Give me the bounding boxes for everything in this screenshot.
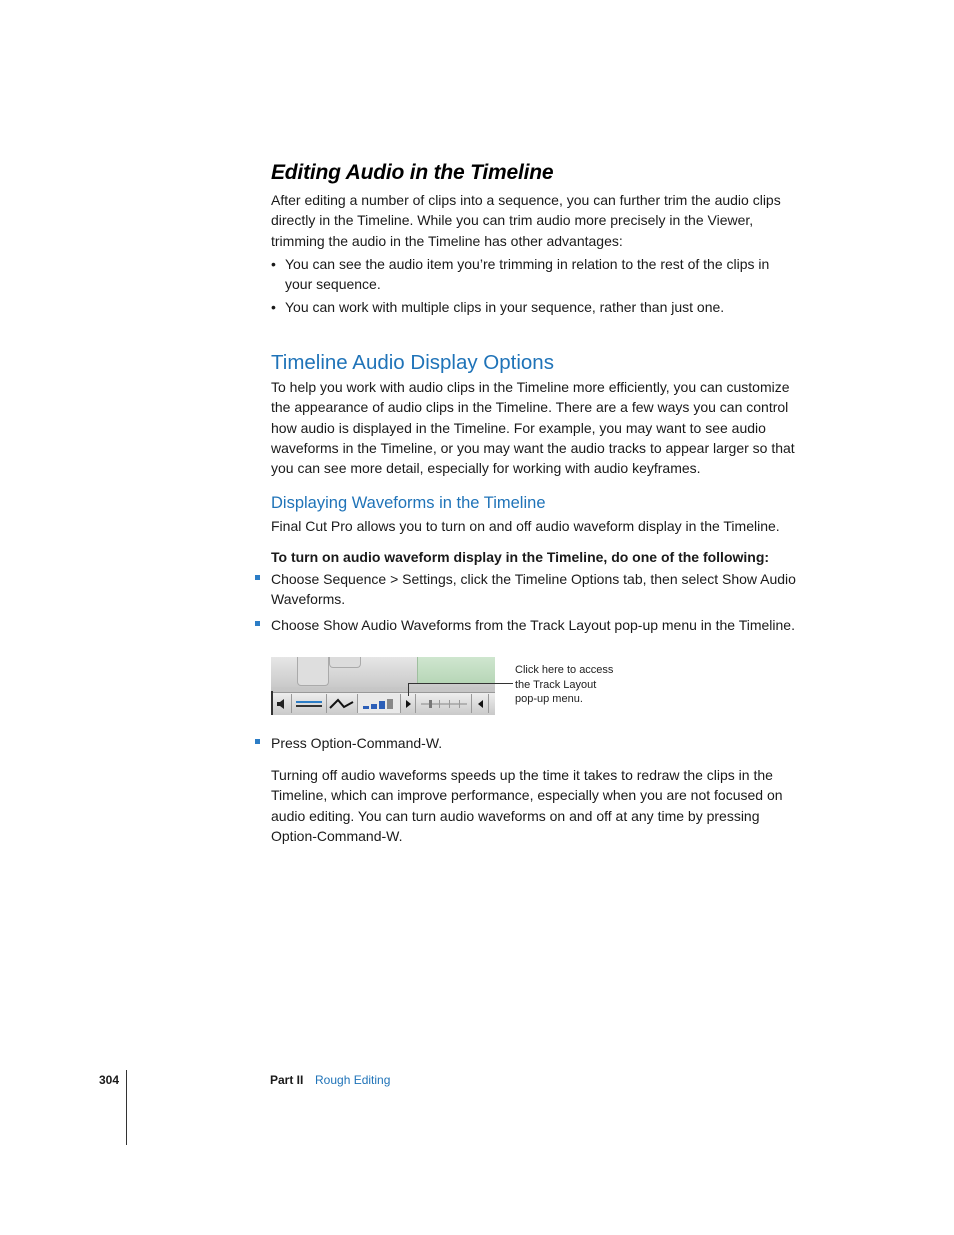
text-line: you can see more detail, especially for working with audio keyframes. xyxy=(271,460,701,477)
text-line: You can work with multiple clips in your sequence, rather than just one. xyxy=(285,299,725,315)
footer-rule xyxy=(126,1070,127,1145)
text-line: Turning off audio waveforms speeds up the time it takes to redraw the clips in the xyxy=(271,767,773,783)
text-line: audio editing. You can turn audio waveforms on and off at any time by pressing xyxy=(271,807,760,824)
page-number: 304 xyxy=(99,1073,120,1087)
intro-paragraph xyxy=(271,190,831,251)
clip-area xyxy=(417,657,495,683)
text-line: your sequence. xyxy=(285,276,381,293)
text-line: Choose Sequence > Settings, click the Timeline Options tab, then select Show Audio xyxy=(271,571,796,587)
step-bullet-icon xyxy=(255,621,260,626)
step-bullet-icon xyxy=(255,575,260,580)
closing-paragraph xyxy=(271,765,831,846)
step-item xyxy=(271,569,831,610)
text-line: directly in the Timeline. While you can trim audio more precisely in the Viewer, xyxy=(271,212,754,229)
text-line: the appearance of audio clips in the Timeline. There are a few ways you can control xyxy=(271,399,789,416)
callout-line xyxy=(408,683,513,684)
zoom-slider[interactable] xyxy=(416,694,472,713)
text-line: Timeline, which can improve performance, especially when you are not focused on xyxy=(271,787,783,804)
text-line: trimming the audio in the Timeline has other advantages: xyxy=(271,232,623,249)
bullet-item xyxy=(271,297,831,317)
step-item: Choose Show Audio Waveforms from the Track Layout pop-up menu in the Timeline. xyxy=(271,617,795,633)
text-line: After editing a number of clips into a sequence, you can further trim the audio clips xyxy=(271,192,781,208)
divider xyxy=(271,691,273,715)
text-line: waveforms in the Timeline, or you may want the audio tracks to appear larger so that xyxy=(271,439,795,456)
footer-part: Part II xyxy=(270,1073,304,1087)
speaker-icon[interactable] xyxy=(273,694,292,713)
callout-line xyxy=(408,683,409,696)
clip-overlays-button[interactable] xyxy=(292,694,327,713)
text-line: Waveforms. xyxy=(271,591,346,608)
bullet-marker: • xyxy=(271,256,276,272)
task-heading: To turn on audio waveform display in the Timeline, do one of the following: xyxy=(271,549,770,565)
caption-line: Click here to access xyxy=(515,664,614,676)
panel-tab xyxy=(297,657,329,686)
footer-chapter-link[interactable]: Rough Editing xyxy=(315,1073,391,1087)
text-line: Option-Command-W. xyxy=(271,827,403,844)
display-options-paragraph xyxy=(271,377,831,478)
caption-line: the Track Layout xyxy=(515,678,597,691)
bullet-item xyxy=(271,254,831,295)
text-line: To help you work with audio clips in the Timeline more efficiently, you can customize xyxy=(271,379,790,395)
track-layout-screenshot xyxy=(271,657,495,715)
subsection-title: Timeline Audio Display Options xyxy=(271,351,554,374)
text-line: how audio is displayed in the Timeline. For example, you may want to see audio xyxy=(271,419,766,436)
panel-tab xyxy=(329,657,361,668)
caption-line: pop-up menu. xyxy=(515,693,583,705)
waveforms-title: Displaying Waveforms in the Timeline xyxy=(271,494,546,512)
text-line: You can see the audio item you’re trimming in relation to the rest of the clips in xyxy=(285,256,770,272)
section-title: Editing Audio in the Timeline xyxy=(271,161,554,184)
scroll-left-icon[interactable] xyxy=(472,694,489,713)
waveforms-paragraph: Final Cut Pro allows you to turn on and off audio waveform display in the Timeline. xyxy=(271,518,780,534)
bullet-marker: • xyxy=(271,299,276,315)
track-height-icon[interactable] xyxy=(358,694,401,713)
track-layout-popup-button[interactable] xyxy=(401,694,416,713)
keyframe-button[interactable] xyxy=(327,694,358,713)
step-item: Press Option-Command-W. xyxy=(271,735,443,751)
step-bullet-icon xyxy=(255,739,260,744)
figure-caption xyxy=(515,663,613,707)
timeline-button-bar xyxy=(271,692,495,715)
